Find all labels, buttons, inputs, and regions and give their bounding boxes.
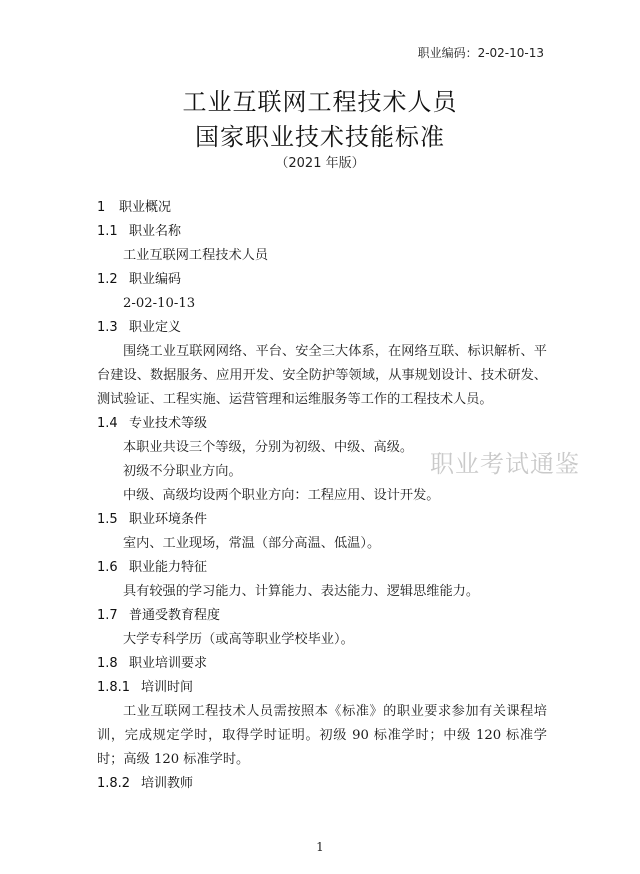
section-heading: 1.1 职业名称 [97, 224, 182, 239]
section-paragraph: 大学专科学历（或高等职业学校毕业）。 [123, 632, 354, 647]
section-heading: 1.4 专业技术等级 [97, 416, 208, 431]
section-paragraph: 工业互联网工程技术人员 [123, 248, 269, 263]
section-paragraph: 围绕工业互联网网络、平台、安全三大体系，在网络互联、标识解析、平台建设、数据服务、应用开发、安全防护等领域，从事规划设计、技术研发、测试验证、工程实施、运营管理和运维服务等工作的工程技术人员。 [97, 344, 547, 407]
section-paragraph: 工业互联网工程技术人员需按照本《标准》的职业要求参加有关课程培训，完成规定学时，取得学时证明。初级 90 标准学时；中级 120 标准学时；高级 120 标准学时。 [97, 704, 547, 767]
section-heading: 1.3 职业定义 [97, 320, 182, 335]
section-heading: 1.5 职业环境条件 [97, 512, 208, 527]
section-heading: 1.8.2 培训教师 [97, 776, 194, 791]
section-paragraph: 本职业共设三个等级，分别为初级、中级、高级。 [123, 440, 414, 455]
section-heading: 1.2 职业编码 [97, 272, 182, 287]
section-paragraph: 初级不分职业方向。 [123, 464, 242, 479]
page-number: 1 [316, 840, 324, 854]
section-paragraph: 中级、高级均设两个职业方向：工程应用、设计开发。 [123, 488, 440, 503]
document-subtitle: 国家职业技术技能标准 [195, 123, 445, 151]
edition-label: （2021 年版） [275, 156, 365, 171]
section-heading: 1.8.1 培训时间 [97, 680, 194, 695]
section-paragraph: 具有较强的学习能力、计算能力、表达能力、逻辑思维能力。 [123, 584, 480, 599]
section-paragraph: 室内、工业现场，常温（部分高温、低温）。 [123, 536, 381, 551]
document-title: 工业互联网工程技术人员 [182, 88, 458, 116]
section-paragraph: 2-02-10-13 [123, 296, 196, 311]
watermark: 职业考试通鉴 [430, 450, 580, 478]
section-heading: 1 职业概况 [97, 200, 172, 215]
occupation-code: 职业编码：2-02-10-13 [417, 46, 544, 60]
section-heading: 1.7 普通受教育程度 [97, 608, 221, 623]
section-heading: 1.8 职业培训要求 [97, 656, 208, 671]
document-body [97, 196, 547, 796]
section-heading: 1.6 职业能力特征 [97, 560, 208, 575]
